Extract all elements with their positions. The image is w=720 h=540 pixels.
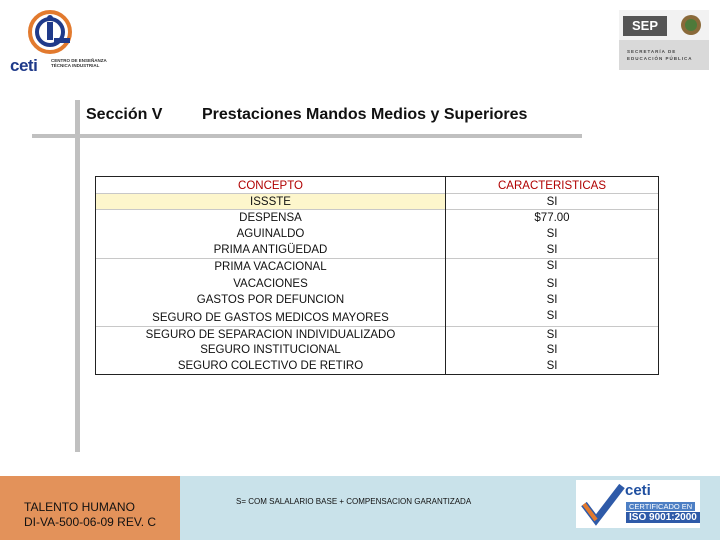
row-divider	[96, 209, 658, 210]
footer-doc-code: DI-VA-500-06-09 REV. C	[24, 515, 157, 529]
table-row-valor: SI	[546, 310, 558, 322]
frame-vertical-line	[75, 100, 80, 452]
table-row-valor: SI	[546, 360, 558, 372]
iso-standard: ISO 9001:2000	[626, 512, 700, 523]
frame-horizontal-line	[32, 134, 582, 138]
table-row-concepto: GASTOS POR DEFUNCION	[196, 294, 345, 306]
iso-cert-text: CERTIFICADO EN	[626, 502, 695, 511]
table-row-concepto: ISSSTE	[250, 196, 291, 208]
table-row-valor: SI	[546, 196, 558, 208]
table-row-concepto: SEGURO COLECTIVO DE RETIRO	[177, 360, 364, 372]
table-row-valor: SI	[546, 244, 558, 256]
table-row-valor: SI	[546, 294, 558, 306]
table-row-concepto: VACACIONES	[233, 278, 308, 290]
footer-dept-name: TALENTO HUMANO	[24, 500, 135, 514]
table-row-concepto: PRIMA ANTIGÜEDAD	[213, 244, 328, 256]
table-row-concepto: DESPENSA	[239, 212, 302, 224]
header-concepto: CONCEPTO	[238, 180, 303, 192]
footer-note: S= COM SALALARIO BASE + COMPENSACION GARANTIZADA	[236, 497, 472, 506]
table-row-valor: SI	[546, 344, 558, 356]
table-row-valor: $77.00	[534, 212, 570, 224]
benefits-table	[95, 176, 659, 375]
table-row-valor: SI	[546, 260, 558, 272]
iso-certification-logo	[576, 480, 700, 528]
table-row-concepto: PRIMA VACACIONAL	[214, 261, 327, 273]
iso-logo-word: ceti	[625, 482, 651, 499]
page-title: Prestaciones Mandos Medios y Superiores	[202, 106, 528, 123]
ceti-logo-subtitle: CENTRO DE ENSEÑANZA TÉCNICA INDUSTRIAL	[51, 58, 107, 68]
sep-logo-word: SEP	[623, 16, 667, 36]
table-row-concepto: SEGURO DE SEPARACION INDIVIDUALIZADO	[145, 329, 396, 341]
row-divider	[96, 326, 658, 327]
table-row-valor: SI	[546, 329, 558, 341]
table-row-concepto: SEGURO DE GASTOS MEDICOS MAYORES	[152, 312, 389, 324]
table-row-concepto: SEGURO INSTITUCIONAL	[200, 344, 341, 356]
mexico-eagle-icon	[679, 13, 703, 37]
footer-department	[24, 500, 156, 530]
header-caracteristicas: CARACTERISTICAS	[498, 180, 606, 192]
table-row-valor: SI	[546, 278, 558, 290]
table-row-valor: SI	[546, 228, 558, 240]
row-divider	[96, 193, 658, 194]
section-label: Sección V	[86, 106, 163, 123]
table-row-concepto: AGUINALDO	[236, 228, 305, 240]
sep-logo	[619, 10, 709, 70]
checkmark-icon	[580, 482, 626, 526]
sep-logo-subtitle: SECRETARÍA DE EDUCACIÓN PÚBLICA	[627, 49, 693, 61]
ceti-logo-word: ceti	[10, 56, 38, 75]
